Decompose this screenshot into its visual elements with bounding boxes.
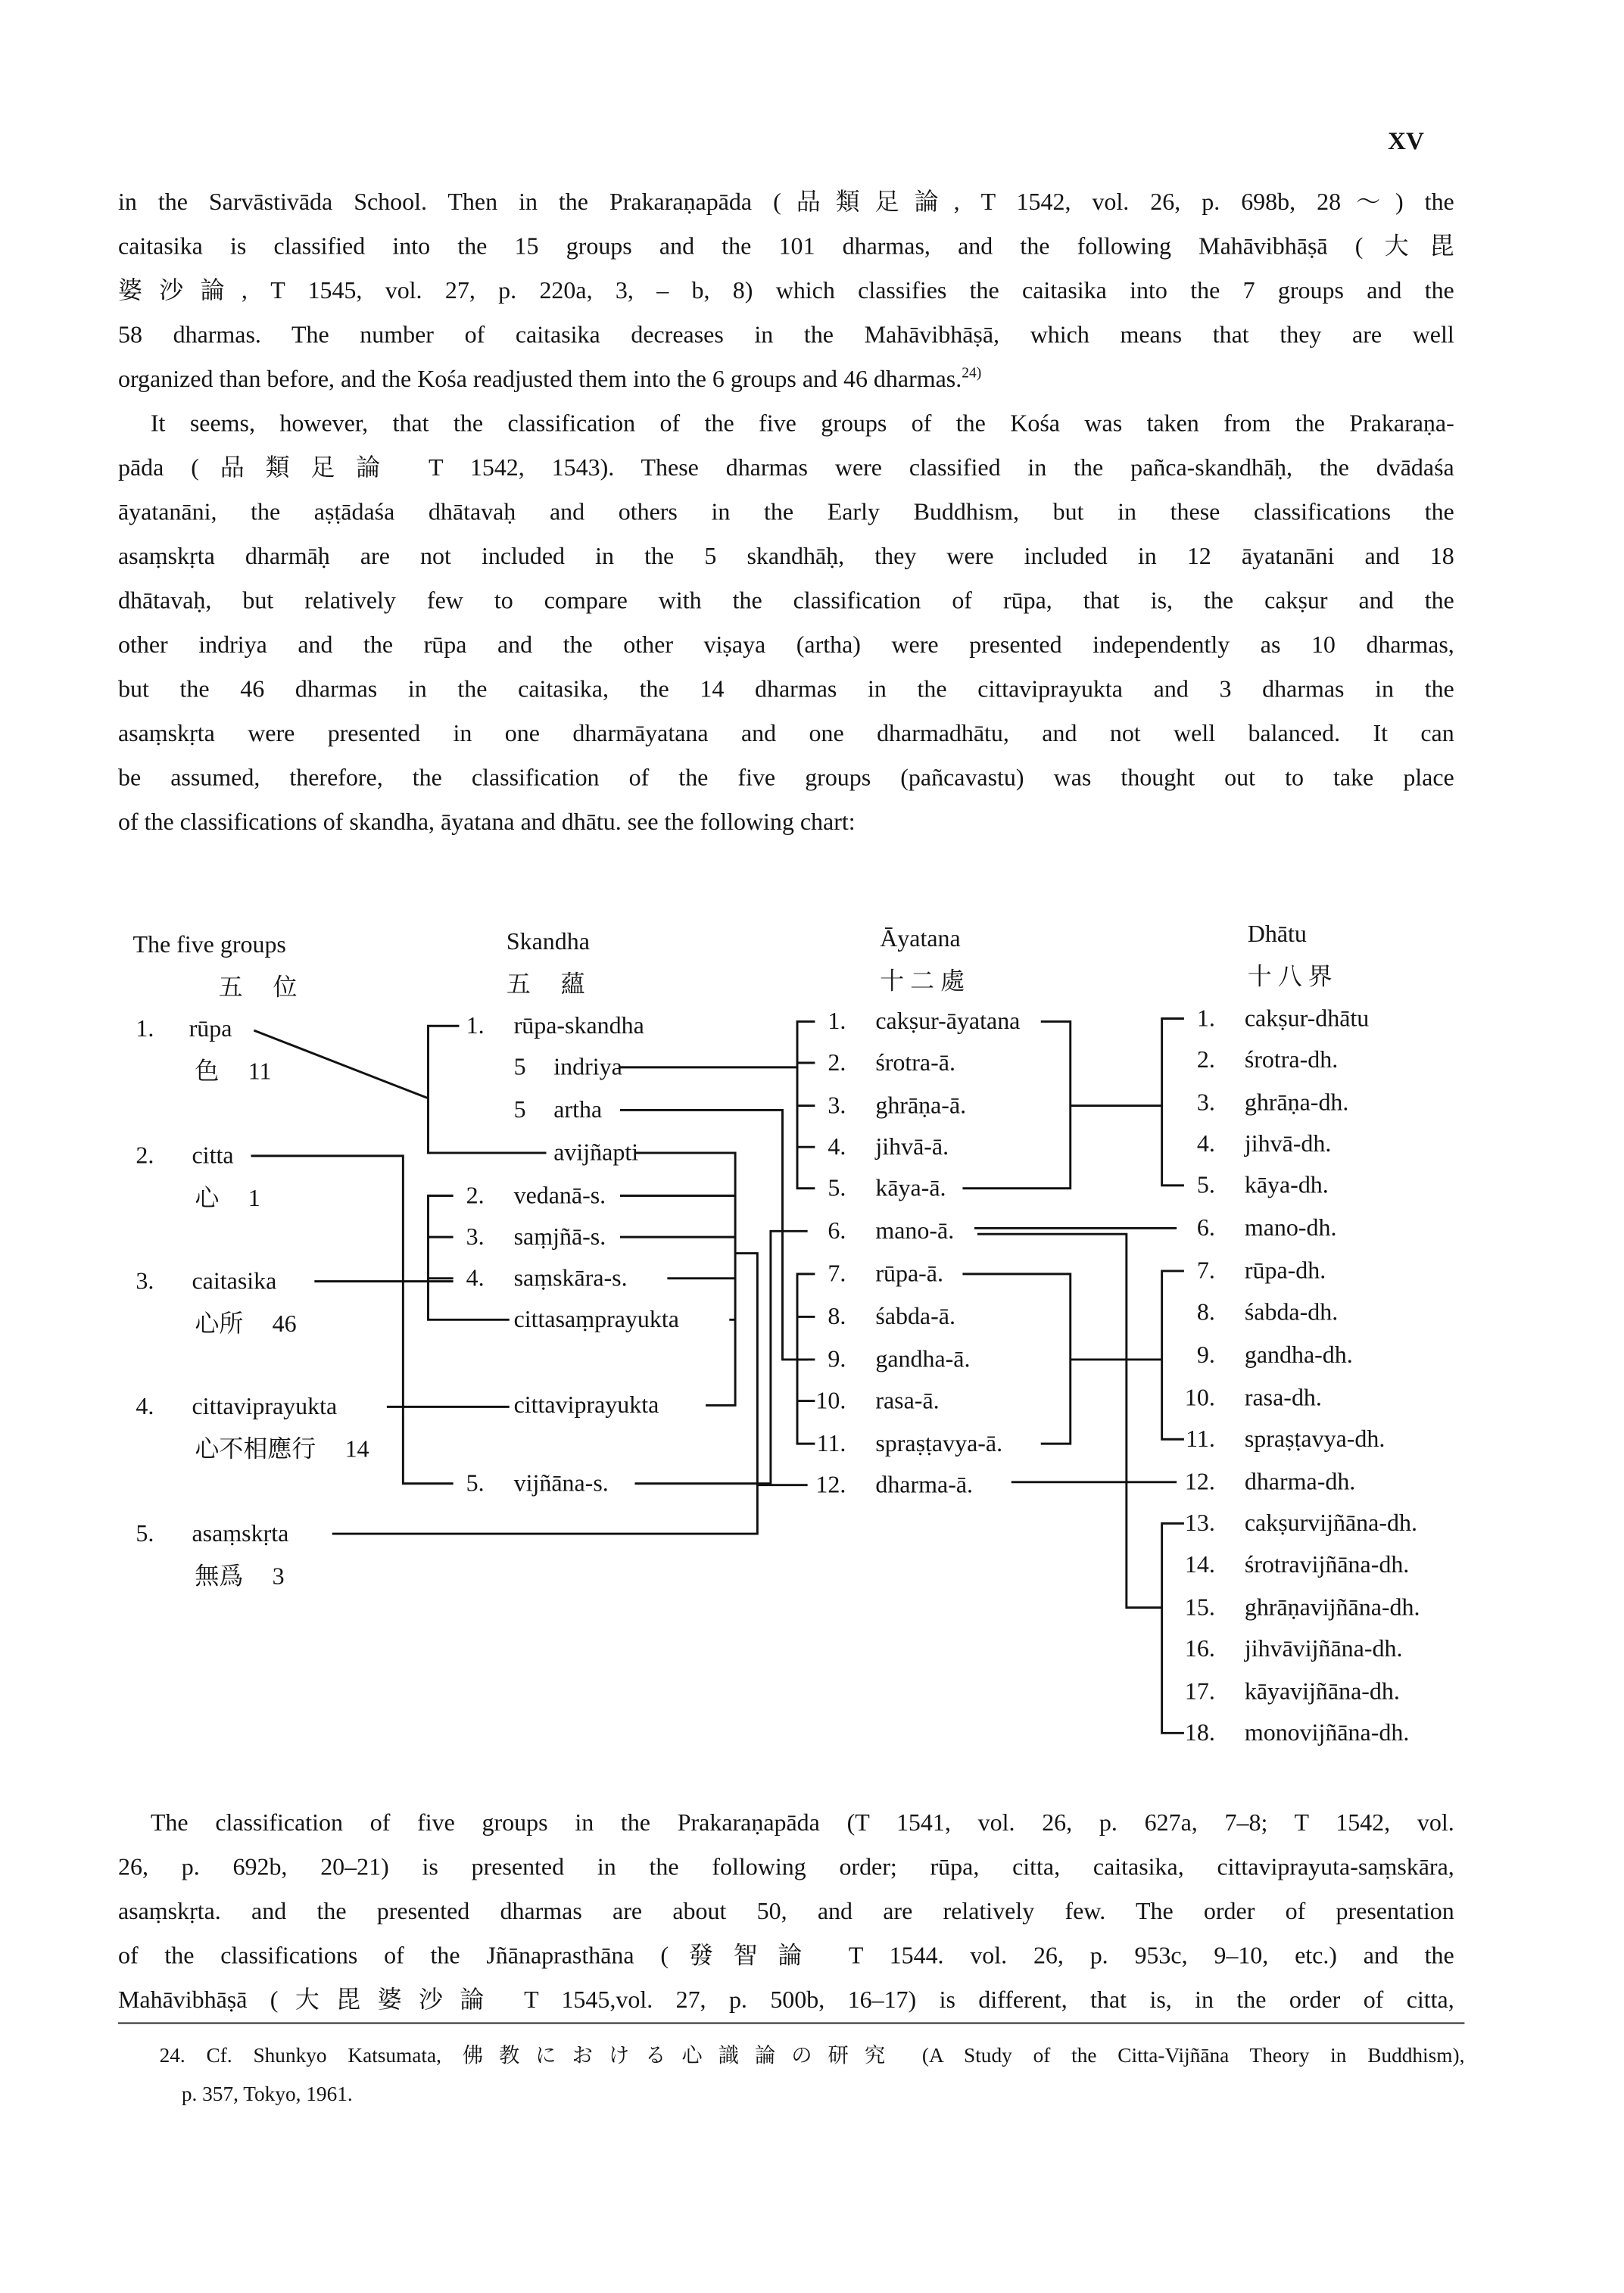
ayatana-label: śrotra-ā. bbox=[875, 1048, 955, 1076]
text-line: asaṃskṛta. and the presented dharmas are about 50, and are relatively few. The order of presentation bbox=[118, 1896, 1454, 1925]
ayatana-label: kāya-ā. bbox=[875, 1173, 946, 1202]
text-line: It seems, however, that the classification of the five groups of the Kośa was taken from the Prakaraṇa- bbox=[150, 409, 1454, 438]
ayatana-label: cakṣur-āyatana bbox=[875, 1006, 1021, 1035]
footnote-line: p. 357, Tokyo, 1961. bbox=[181, 2084, 353, 2107]
group-kanji: 心所 46 bbox=[195, 1309, 297, 1338]
dhatu-label: jihvāvijñāna-dh. bbox=[1244, 1634, 1403, 1662]
dharma-count: 1 bbox=[248, 1183, 260, 1212]
column-header-kanji: 五 蘊 bbox=[506, 970, 585, 999]
connector-line bbox=[962, 1274, 1161, 1444]
dhatu-label: rasa-dh. bbox=[1244, 1383, 1322, 1412]
skandha-number: 4. bbox=[466, 1263, 485, 1292]
column-header: Dhātu bbox=[1247, 919, 1307, 948]
ayatana-number: 10. bbox=[815, 1386, 846, 1415]
skandha-number: 1. bbox=[466, 1011, 485, 1039]
group-number: 3. bbox=[136, 1266, 154, 1295]
column-header-kanji: 十 八 界 bbox=[1247, 962, 1333, 991]
connector-line bbox=[620, 1153, 735, 1405]
column-header-kanji: 五 位 bbox=[218, 973, 298, 1002]
dhatu-number: 10. bbox=[1184, 1383, 1215, 1412]
text-line: organized than before, and the Kośa readjusted them into the 6 groups and 46 dharmas.$^{24)}$ bbox=[118, 364, 982, 393]
page-number: XV bbox=[1388, 126, 1424, 155]
skandha-label: cittaviprayukta bbox=[513, 1390, 659, 1419]
group-number: 1. bbox=[136, 1014, 154, 1042]
ayatana-label: ghrāṇa-ā. bbox=[875, 1091, 967, 1120]
skandha-label: vijñāna-s. bbox=[513, 1469, 609, 1497]
ayatana-number: 3. bbox=[828, 1091, 846, 1120]
dhatu-label: rūpa-dh. bbox=[1244, 1256, 1326, 1285]
ayatana-number: 2. bbox=[828, 1048, 846, 1076]
dharma-count: 11 bbox=[248, 1057, 272, 1086]
column-header: Āyatana bbox=[880, 924, 961, 952]
connector-line bbox=[429, 1026, 547, 1153]
text-line: 26, p. 692b, 20–21) is presented in the following order; rūpa, citta, caitasika, cittaviprayuta-saṃskāra, bbox=[118, 1852, 1454, 1881]
dhatu-number: 1. bbox=[1196, 1004, 1215, 1033]
group-kanji: 心 1 bbox=[195, 1183, 260, 1212]
ayatana-number: 7. bbox=[828, 1259, 846, 1288]
dhatu-label: cakṣur-dhātu bbox=[1244, 1004, 1370, 1033]
text-line: Mahāvibhāṣā (大毘婆沙論 T 1545,vol. 27, p. 500b, 16–17) is different, that is, in the order of citta, bbox=[118, 1985, 1454, 2014]
ayatana-label: mano-ā. bbox=[875, 1216, 955, 1245]
text-line: caitasika is classified into the 15 groups and the 101 dharmas, and the following Mahāvibhāṣā (大毘 bbox=[118, 232, 1454, 260]
dhatu-label: gandha-dh. bbox=[1244, 1340, 1353, 1369]
dhatu-number: 6. bbox=[1196, 1213, 1215, 1242]
group-label: cittaviprayukta bbox=[192, 1391, 338, 1420]
dhatu-number: 2. bbox=[1196, 1045, 1215, 1073]
dhatu-label: cakṣurvijñāna-dh. bbox=[1244, 1508, 1417, 1537]
ayatana-label: gandha-ā. bbox=[875, 1344, 971, 1373]
dhatu-number: 17. bbox=[1184, 1677, 1215, 1706]
ayatana-label: rasa-ā. bbox=[875, 1386, 940, 1415]
ayatana-number: 5. bbox=[828, 1173, 846, 1202]
group-number: 4. bbox=[136, 1391, 154, 1420]
skandha-label: saṃjñā-s. bbox=[513, 1222, 606, 1251]
dhatu-label: śrotravijñāna-dh. bbox=[1244, 1550, 1410, 1578]
dhatu-number: 12. bbox=[1184, 1467, 1215, 1496]
dhatu-number: 13. bbox=[1184, 1508, 1215, 1537]
group-number: 5. bbox=[136, 1519, 154, 1547]
dhatu-label: śrotra-dh. bbox=[1244, 1045, 1339, 1073]
ayatana-number: 9. bbox=[828, 1344, 846, 1373]
footnote-reference[interactable]: 24) bbox=[962, 365, 982, 382]
text-line: asaṃskṛta were presented in one dharmāyatana and one dharmadhātu, and not well balanced. It can bbox=[118, 718, 1454, 747]
ayatana-number: 1. bbox=[828, 1006, 846, 1035]
dhatu-label: kāyavijñāna-dh. bbox=[1244, 1677, 1400, 1706]
dhatu-number: 8. bbox=[1196, 1298, 1215, 1326]
dharma-count: 46 bbox=[272, 1309, 297, 1338]
dhatu-number: 11. bbox=[1186, 1424, 1215, 1453]
ayatana-number: 12. bbox=[815, 1470, 846, 1499]
dhatu-label: spraṣṭavya-dh. bbox=[1244, 1424, 1386, 1453]
group-label: citta bbox=[192, 1141, 234, 1170]
text-line: but the 46 dharmas in the caitasika, the 14 dharmas in the cittaviprayukta and 3 dharmas in the bbox=[118, 675, 1454, 703]
dhatu-number: 7. bbox=[1196, 1256, 1215, 1285]
text-line: in the Sarvāstivāda School. Then in the Prakaraṇapāda (品類足論, T 1542, vol. 26, p. 698b, 28～) the bbox=[118, 187, 1454, 216]
dhatu-number: 3. bbox=[1196, 1088, 1215, 1117]
dhatu-number: 9. bbox=[1196, 1340, 1215, 1369]
dhatu-label: śabda-dh. bbox=[1244, 1298, 1339, 1326]
group-kanji: 心不相應行 14 bbox=[195, 1435, 369, 1463]
skandha-label: saṃskāra-s. bbox=[513, 1263, 628, 1292]
ayatana-label: jihvā-ā. bbox=[875, 1132, 949, 1161]
dhatu-number: 16. bbox=[1184, 1634, 1215, 1662]
dhatu-label: kāya-dh. bbox=[1244, 1170, 1329, 1199]
text-line: The classification of five groups in the Prakaraṇapāda (T 1541, vol. 26, p. 627a, 7–8; T 1542, vol. bbox=[150, 1808, 1454, 1837]
ayatana-number: 4. bbox=[828, 1132, 846, 1161]
dhatu-label: jihvā-dh. bbox=[1244, 1129, 1332, 1157]
text-line: be assumed, therefore, the classification of the five groups (pañcavastu) was thought out to take place bbox=[118, 763, 1454, 792]
group-label: caitasika bbox=[192, 1266, 277, 1295]
dhatu-label: ghrāṇa-dh. bbox=[1244, 1088, 1349, 1117]
group-label: asaṃskṛta bbox=[192, 1519, 289, 1547]
dharma-count: 14 bbox=[344, 1435, 369, 1463]
skandha-count: 5 bbox=[513, 1052, 526, 1081]
column-header-kanji: 十 二 處 bbox=[880, 967, 965, 995]
ayatana-label: śabda-ā. bbox=[875, 1301, 955, 1330]
text-line: 婆沙論, T 1545, vol. 27, p. 220a, 3, – b, 8) which classifies the caitasika into the 7 groups and the bbox=[118, 276, 1454, 304]
skandha-label: avijñapti bbox=[553, 1138, 639, 1167]
column-header: Skandha bbox=[506, 927, 590, 955]
ayatana-number: 11. bbox=[816, 1428, 846, 1457]
connector-line bbox=[962, 1021, 1161, 1188]
dhatu-label: ghrāṇavijñāna-dh. bbox=[1244, 1593, 1420, 1622]
group-number: 2. bbox=[136, 1141, 154, 1170]
group-kanji: 色 11 bbox=[195, 1057, 272, 1086]
text-line: āyatanāni, the aṣṭādaśa dhātavaḥ and others in the Early Buddhism, but in these classifications the bbox=[118, 497, 1454, 526]
group-kanji: 無爲 3 bbox=[195, 1562, 285, 1590]
text-line: dhātavaḥ, but relatively few to compare with the classification of rūpa, that is, the cakṣur and the bbox=[118, 586, 1454, 615]
text-line: asaṃskṛta dharmāḥ are not included in the 5 skandhāḥ, they were included in 12 āyatanāni and 18 bbox=[118, 541, 1454, 570]
skandha-label: rūpa-skandha bbox=[513, 1011, 644, 1039]
column-header: The five groups bbox=[132, 930, 286, 958]
text-line: pāda (品類足論 T 1542, 1543). These dharmas were classified in the pañca-skandhāḥ, the dvādaśa bbox=[118, 453, 1454, 481]
dharma-count: 3 bbox=[272, 1562, 285, 1590]
dhatu-number: 5. bbox=[1196, 1170, 1215, 1199]
ayatana-label: dharma-ā. bbox=[875, 1470, 974, 1499]
footnote-line: 24. Cf. Shunkyo Katsumata, 佛教における心識論の研究 (A Study of the Citta-Vijñāna Theory in Buddhism), bbox=[159, 2045, 1465, 2068]
ayatana-label: rūpa-ā. bbox=[875, 1259, 943, 1288]
group-label: rūpa bbox=[189, 1014, 232, 1042]
text-line: of the classifications of the Jñānaprasthāna (發智論 T 1544. vol. 26, p. 953c, 9–10, etc.) and the bbox=[118, 1941, 1454, 1970]
dhatu-number: 4. bbox=[1196, 1129, 1215, 1157]
dhatu-number: 15. bbox=[1184, 1593, 1215, 1622]
dhatu-number: 18. bbox=[1184, 1718, 1215, 1746]
skandha-number: 3. bbox=[466, 1222, 485, 1251]
ayatana-label: spraṣṭavya-ā. bbox=[875, 1428, 1003, 1457]
skandha-number: 2. bbox=[466, 1181, 485, 1210]
connector-line bbox=[429, 1196, 510, 1320]
dhatu-number: 14. bbox=[1184, 1550, 1215, 1578]
skandha-label: indriya bbox=[553, 1052, 622, 1081]
skandha-label: artha bbox=[553, 1095, 603, 1123]
text-line: 58 dharmas. The number of caitasika decreases in the Mahāvibhāṣā, which means that they are well bbox=[118, 320, 1454, 349]
skandha-label: vedanā-s. bbox=[513, 1181, 606, 1210]
text-line: other indriya and the rūpa and the other viṣaya (artha) were presented independently as 10 dharmas, bbox=[118, 630, 1454, 659]
connector-line bbox=[254, 1030, 428, 1098]
skandha-number: 5. bbox=[466, 1469, 485, 1497]
dhatu-label: monovijñāna-dh. bbox=[1244, 1718, 1410, 1746]
dhatu-label: dharma-dh. bbox=[1244, 1467, 1356, 1496]
ayatana-number: 6. bbox=[828, 1216, 846, 1245]
dhatu-label: mano-dh. bbox=[1244, 1213, 1337, 1242]
text-line: of the classifications of skandha, āyatana and dhātu. see the following chart: bbox=[118, 807, 856, 836]
ayatana-number: 8. bbox=[828, 1301, 846, 1330]
skandha-count: 5 bbox=[513, 1095, 526, 1123]
skandha-label: cittasaṃprayukta bbox=[513, 1304, 679, 1333]
